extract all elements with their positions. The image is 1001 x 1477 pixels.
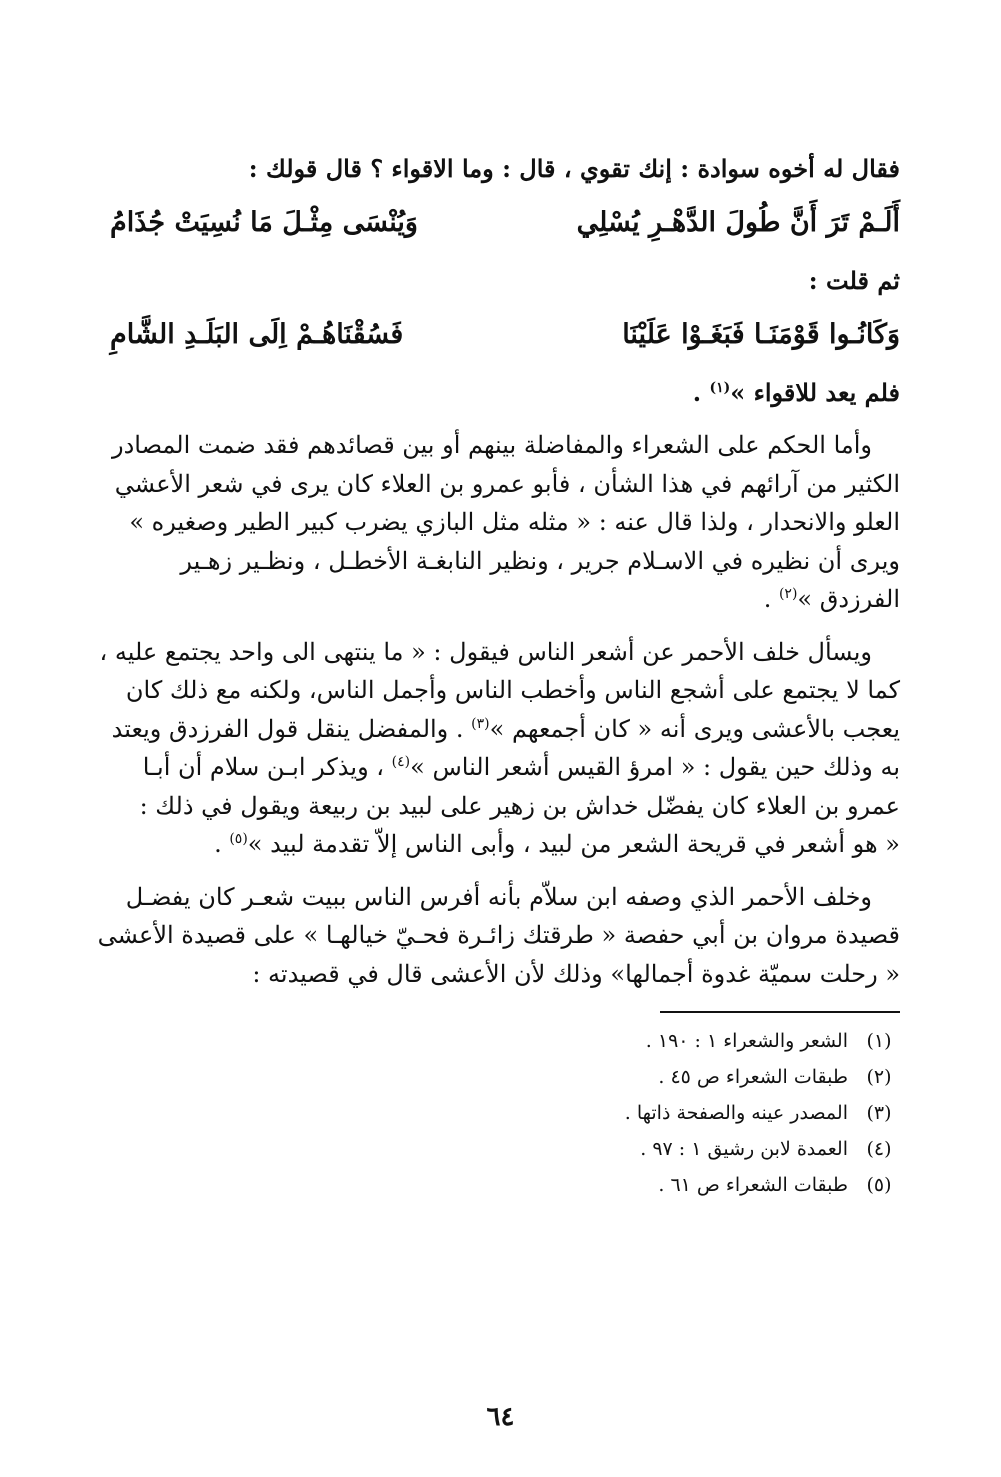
paragraph-1-line: الكثير من آرائهم في هذا الشأن ، فأبو عمرو بن العلاء كان يرى في شعر الأعشي bbox=[114, 469, 900, 498]
verse-2-hemistich-left: فَسُقْنَاهُـمْ اِلَى البَلَـدِ الشَّامِ bbox=[110, 319, 404, 350]
paragraph-2-line: عمرو بن العلاء كان يفضّل خداش بن زهير على لبيد بن ربيعة ويقول في ذلك : bbox=[139, 791, 900, 820]
footnote-item bbox=[110, 1095, 900, 1131]
paragraph-2-line: ويسأل خلف الأحمر عن أشعر الناس فيقول : « ما ينتهى الى واحد يجتمع عليه ، bbox=[99, 637, 872, 666]
footnote-ref-2: (٢) bbox=[778, 586, 798, 602]
footnote-item bbox=[110, 1023, 900, 1059]
paragraph-2-line: كما لا يجتمع على أشجع الناس وأخطب الناس وأجمل الناس، ولكنه مع ذلك كان bbox=[125, 676, 900, 704]
footnote-number: (١) bbox=[866, 1030, 892, 1052]
not-counted-text: فلم يعد للاقواء » bbox=[730, 378, 900, 407]
paragraph-2-line4-a: به وذلك حين يقول : « امرؤ القيس أشعر الناس » bbox=[410, 753, 900, 781]
footnote-item bbox=[110, 1131, 900, 1167]
verse-1-hemistich-right: أَلَـمْ تَرَ أَنَّ طُولَ الدَّهْـرِ يُسْلِي bbox=[576, 207, 900, 238]
footnote-ref-5: (٥) bbox=[229, 831, 248, 847]
paragraph-1-last-line bbox=[110, 580, 900, 619]
paragraph-1 bbox=[110, 426, 900, 619]
verse-2-hemistich-right: وَكَانُـوا قَوْمَنَـا فَبَغَـوْا عَلَيْنَا bbox=[622, 319, 900, 350]
footnote-text: طبقات الشعراء ص ٤٥ . bbox=[658, 1066, 848, 1088]
paragraph-2-line6-a: « هو أشعر في قريحة الشعر من لبيد ، وأبى الناس إلاّ تقدمة لبيد » bbox=[247, 830, 900, 858]
page-body bbox=[97, 150, 900, 1203]
footnotes bbox=[110, 1023, 900, 1203]
paragraph-2-line3-b: . والمفضل ينقل قول الفرزدق ويعتد bbox=[111, 714, 472, 743]
paragraph-3-line: وخلف الأحمر الذي وصفه ابن سلاّم بأنه أفرس الناس ببيت شعـر كان يفضـل bbox=[125, 882, 872, 911]
footnote-text: العمدة لابن رشيق ١ : ٩٧ . bbox=[640, 1138, 848, 1160]
paragraph-1-last-text: الفرزدق » bbox=[797, 585, 900, 613]
paragraph-2-line bbox=[110, 825, 900, 864]
footnote-text: المصدر عينه والصفحة ذاتها . bbox=[624, 1102, 848, 1124]
paragraph-3 bbox=[97, 878, 900, 994]
paragraph-2-line bbox=[110, 710, 900, 749]
footnote-number: (٥) bbox=[866, 1174, 892, 1196]
not-counted-end: . bbox=[692, 378, 710, 407]
paragraph-1-line: ويرى أن نظيره في الاسـلام جرير ، ونظير النابغـة الأخطـل ، ونظـير زهـير bbox=[180, 546, 900, 575]
paragraph-1-last-end: . bbox=[763, 585, 779, 613]
page-number: ٦٤ bbox=[486, 1402, 515, 1432]
paragraph-1-line: العلو والانحدار ، ولذا قال عنه : « مثله مثل البازي يضرب كبير الطير وصغيره » bbox=[129, 508, 900, 536]
then-said-line: ثم قلت : bbox=[808, 266, 900, 295]
paragraph-2-line4-b: ، ويذكر ابـن سلام أن أبـا bbox=[142, 753, 392, 781]
footnote-number: (٣) bbox=[866, 1102, 892, 1124]
verse-2 bbox=[110, 306, 900, 364]
paragraph-3-line: قصيدة مروان بن أبي حفصة « طرقتك زائـرة فحـيّ خيالهـا » على قصيدة الأعشى bbox=[97, 921, 900, 949]
paragraph-2-line3-a: يعجب بالأعشى ويرى أنه « كان أجمعهم » bbox=[489, 714, 900, 743]
footnote-ref-4: (٤) bbox=[391, 754, 411, 770]
paragraph-2 bbox=[99, 633, 900, 864]
footnote-item bbox=[110, 1059, 900, 1095]
footnote-text: الشعر والشعراء ١ : ١٩٠ . bbox=[645, 1030, 848, 1052]
footnote-separator bbox=[660, 1011, 900, 1013]
paragraph-1-line: وأما الحكم على الشعراء والمفاضلة بينهم أو بين قصائدهم فقد ضمت المصادر bbox=[111, 431, 872, 459]
footnote-text: طبقات الشعراء ص ٦١ . bbox=[658, 1174, 848, 1196]
footnote-number: (٢) bbox=[866, 1066, 892, 1088]
verse-1 bbox=[110, 194, 900, 252]
footnote-ref-3: (٣) bbox=[471, 715, 490, 732]
footnote-ref-1: (١) bbox=[709, 380, 731, 396]
paragraph-2-line bbox=[110, 748, 900, 787]
paragraph-2-line6-b: . bbox=[214, 830, 230, 858]
intro-line: فقال له أخوه سوادة : إنك تقوي ، قال : وما الاقواء ؟ قال قولك : bbox=[248, 154, 900, 183]
verse-1-hemistich-left: وَيُنْسَى مِثْـلَ مَا نُسِيَتْ جُذَامُ bbox=[110, 207, 418, 238]
not-counted-line bbox=[110, 374, 900, 412]
footnote-number: (٤) bbox=[866, 1138, 892, 1160]
footnote-item bbox=[110, 1167, 900, 1203]
paragraph-3-line: « رحلت سميّة غدوة أجمالها» وذلك لأن الأعشى قال في قصيدته : bbox=[252, 959, 900, 988]
